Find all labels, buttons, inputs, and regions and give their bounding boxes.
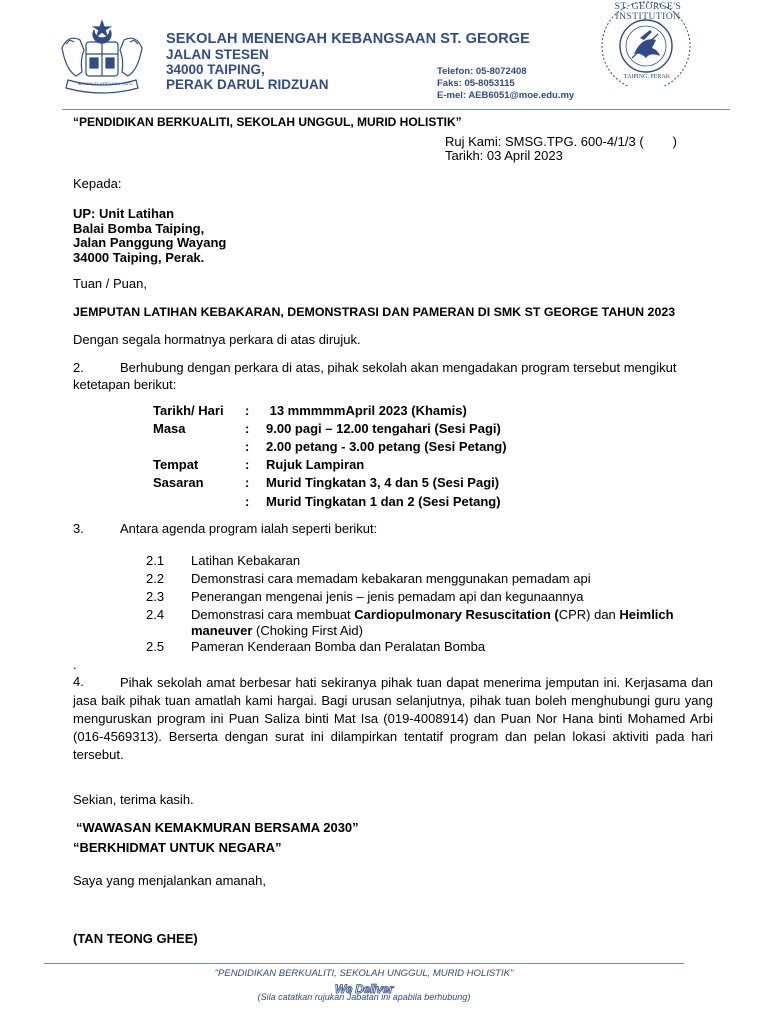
agenda-4-bold-2: Heimlich: [619, 607, 674, 622]
seal-text-bottom: TAIPING, PERAK: [623, 74, 671, 80]
agenda-4-line2-rest: (Choking First Aid): [252, 623, 363, 638]
detail-tempat-value: Rujuk Lampiran: [266, 457, 365, 472]
para4-line-5: tersebut.: [73, 747, 124, 762]
para4-line-2: jasa baik pihak tuan amatlah kami hargai. Bagi urusan selanjutnya, pihak tuan boleh menghubungi guru yang: [73, 693, 713, 708]
reference-tarikh: Tarikh: 03 April 2023: [445, 148, 563, 163]
address-line-1: JALAN STESEN: [166, 47, 269, 62]
address-line-3: PERAK DARUL RIDZUAN: [166, 77, 329, 92]
crest-motto: BERSEKUTU BERTAMBAH MUTU: [78, 82, 133, 86]
signatory-name: (TAN TEONG GHEE): [73, 931, 198, 946]
detail-masa-colon-1: :: [245, 421, 250, 436]
school-name: SEKOLAH MENENGAH KEBANGSAAN ST. GEORGE: [166, 31, 530, 47]
para2-line-2: ketetapan berikut:: [73, 377, 177, 392]
footer-motto: "PENDIDIKAN BERKUALITI, SEKOLAH UNGGUL, MURID HOLISTIK": [214, 968, 514, 979]
agenda-num-4: 2.4: [146, 607, 165, 622]
agenda-4-pre: Demonstrasi cara membuat: [191, 607, 355, 622]
para4-line-3: menguruskan program ini Puan Saliza binti Mat Isa (019-4008914) dan Puan Nor Hana binti Mohamed Arbi: [73, 711, 713, 726]
detail-masa-colon-2: :: [245, 439, 250, 454]
para3-text: Antara agenda program ialah seperti berikut:: [120, 521, 378, 536]
detail-tempat-label: Tempat: [153, 457, 199, 472]
recipient-line-1: UP: Unit Latihan: [73, 206, 175, 221]
agenda-4-line2-bold: maneuver: [191, 623, 253, 638]
agenda-text-4-line-2: [191, 623, 363, 638]
agenda-text-4: [191, 607, 674, 622]
detail-tarikh-label: Tarikh/ Hari: [153, 403, 224, 418]
intro-paragraph: Dengan segala hormatnya perkara di atas dirujuk.: [73, 332, 361, 347]
para4-number: 4.: [73, 674, 84, 689]
para4-line-4: (016-4569313). Berserta dengan surat ini dilampirkan tentatif program dan pelan lokasi aktiviti pada hari: [73, 729, 713, 744]
detail-tempat-colon: :: [245, 457, 250, 472]
agenda-num-5: 2.5: [146, 639, 165, 654]
para2-number: 2.: [73, 360, 84, 375]
agenda-text-5: Pameran Kenderaan Bomba dan Peralatan Bomba: [191, 639, 486, 654]
jata-negara-crest: [54, 18, 150, 94]
para3-number: 3.: [73, 521, 84, 536]
we-deliver-logo: We Deliver: [334, 982, 394, 996]
detail-tarikh-colon: :: [245, 403, 250, 418]
seal-text-top: ST. GEORGE'S INSTITUTION: [614, 2, 682, 22]
detail-sasaran-value-1: Murid Tingkatan 3, 4 dan 5 (Sesi Pagi): [266, 475, 500, 490]
kepada-label: Kepada:: [73, 176, 122, 191]
header-rule: [62, 109, 730, 110]
recipient-line-3: Jalan Panggung Wayang: [73, 235, 227, 250]
agenda-4-mid: CPR) dan: [558, 607, 620, 622]
detail-masa-value-2: 2.00 petang - 3.00 petang (Sesi Petang): [266, 439, 507, 454]
faks-text: Faks: 05-8053115: [437, 78, 515, 89]
stray-dot: .: [73, 657, 77, 672]
agenda-4-bold-1: Cardiopulmonary Resuscitation (: [354, 607, 559, 622]
detail-sasaran-colon-1: :: [245, 475, 250, 490]
closing: Sekian, terima kasih.: [73, 792, 194, 807]
agenda-text-1: Latihan Kebakaran: [191, 553, 301, 568]
slogan-wawasan: “WAWASAN KEMAKMURAN BERSAMA 2030”: [76, 820, 359, 835]
footer-note: (Sila catatkan rujukan Jabatan ini apabila berhubung): [257, 992, 471, 1002]
motto-top: “PENDIDIKAN BERKUALITI, SEKOLAH UNGGUL, MURID HOLISTIK”: [73, 115, 462, 129]
slogan-berkhidmat: “BERKHIDMAT UNTUK NEGARA”: [73, 840, 282, 855]
detail-masa-label: Masa: [153, 421, 186, 436]
agenda-text-2: Demonstrasi cara memadam kebakaran menggunakan pemadam api: [191, 571, 591, 586]
subject: JEMPUTAN LATIHAN KEBAKARAN, DEMONSTRASI DAN PAMERAN DI SMK ST GEORGE TAHUN 2023: [73, 305, 676, 319]
detail-sasaran-value-2: Murid Tingkatan 1 dan 2 (Sesi Petang): [266, 494, 501, 509]
amanah-line: Saya yang menjalankan amanah,: [73, 873, 266, 888]
footer-rule: [44, 963, 684, 964]
para2-line-1: Berhubung dengan perkara di atas, pihak sekolah akan mengadakan program tersebut mengikut: [120, 360, 677, 375]
school-seal: [594, 0, 698, 86]
email-text: E-mel: AEB6051@moe.edu.my: [437, 90, 575, 101]
detail-masa-value-1: 9.00 pagi – 12.00 tengahari (Sesi Pagi): [266, 421, 501, 436]
salutation: Tuan / Puan,: [73, 276, 147, 291]
agenda-num-2: 2.2: [146, 571, 165, 586]
recipient-line-2: Balai Bomba Taiping,: [73, 220, 205, 236]
detail-sasaran-label: Sasaran: [153, 475, 204, 490]
telefon-text: Telefon: 05-8072408: [437, 66, 527, 77]
address-line-2: 34000 TAIPING,: [166, 62, 265, 77]
recipient-line-4: 34000 Taiping, Perak.: [73, 249, 205, 265]
detail-sasaran-colon-2: :: [245, 494, 250, 509]
agenda-num-3: 2.3: [146, 589, 165, 604]
contact-block: [437, 66, 574, 102]
reference-ruj: Ruj Kami: SMSG.TPG. 600-4/1/3 ( ): [445, 134, 677, 149]
detail-tarikh-value: 13 mmmmmApril 2023 (Khamis): [266, 403, 467, 418]
recipient-address: [73, 207, 226, 265]
agenda-num-1: 2.1: [146, 553, 165, 568]
para4-line-1: Pihak sekolah amat berbesar hati sekiranya pihak tuan dapat menerima jemputan ini. Kerjasama dan: [120, 675, 713, 690]
agenda-text-3: Penerangan mengenai jenis – jenis pemadam api dan kegunaannya: [191, 589, 584, 604]
